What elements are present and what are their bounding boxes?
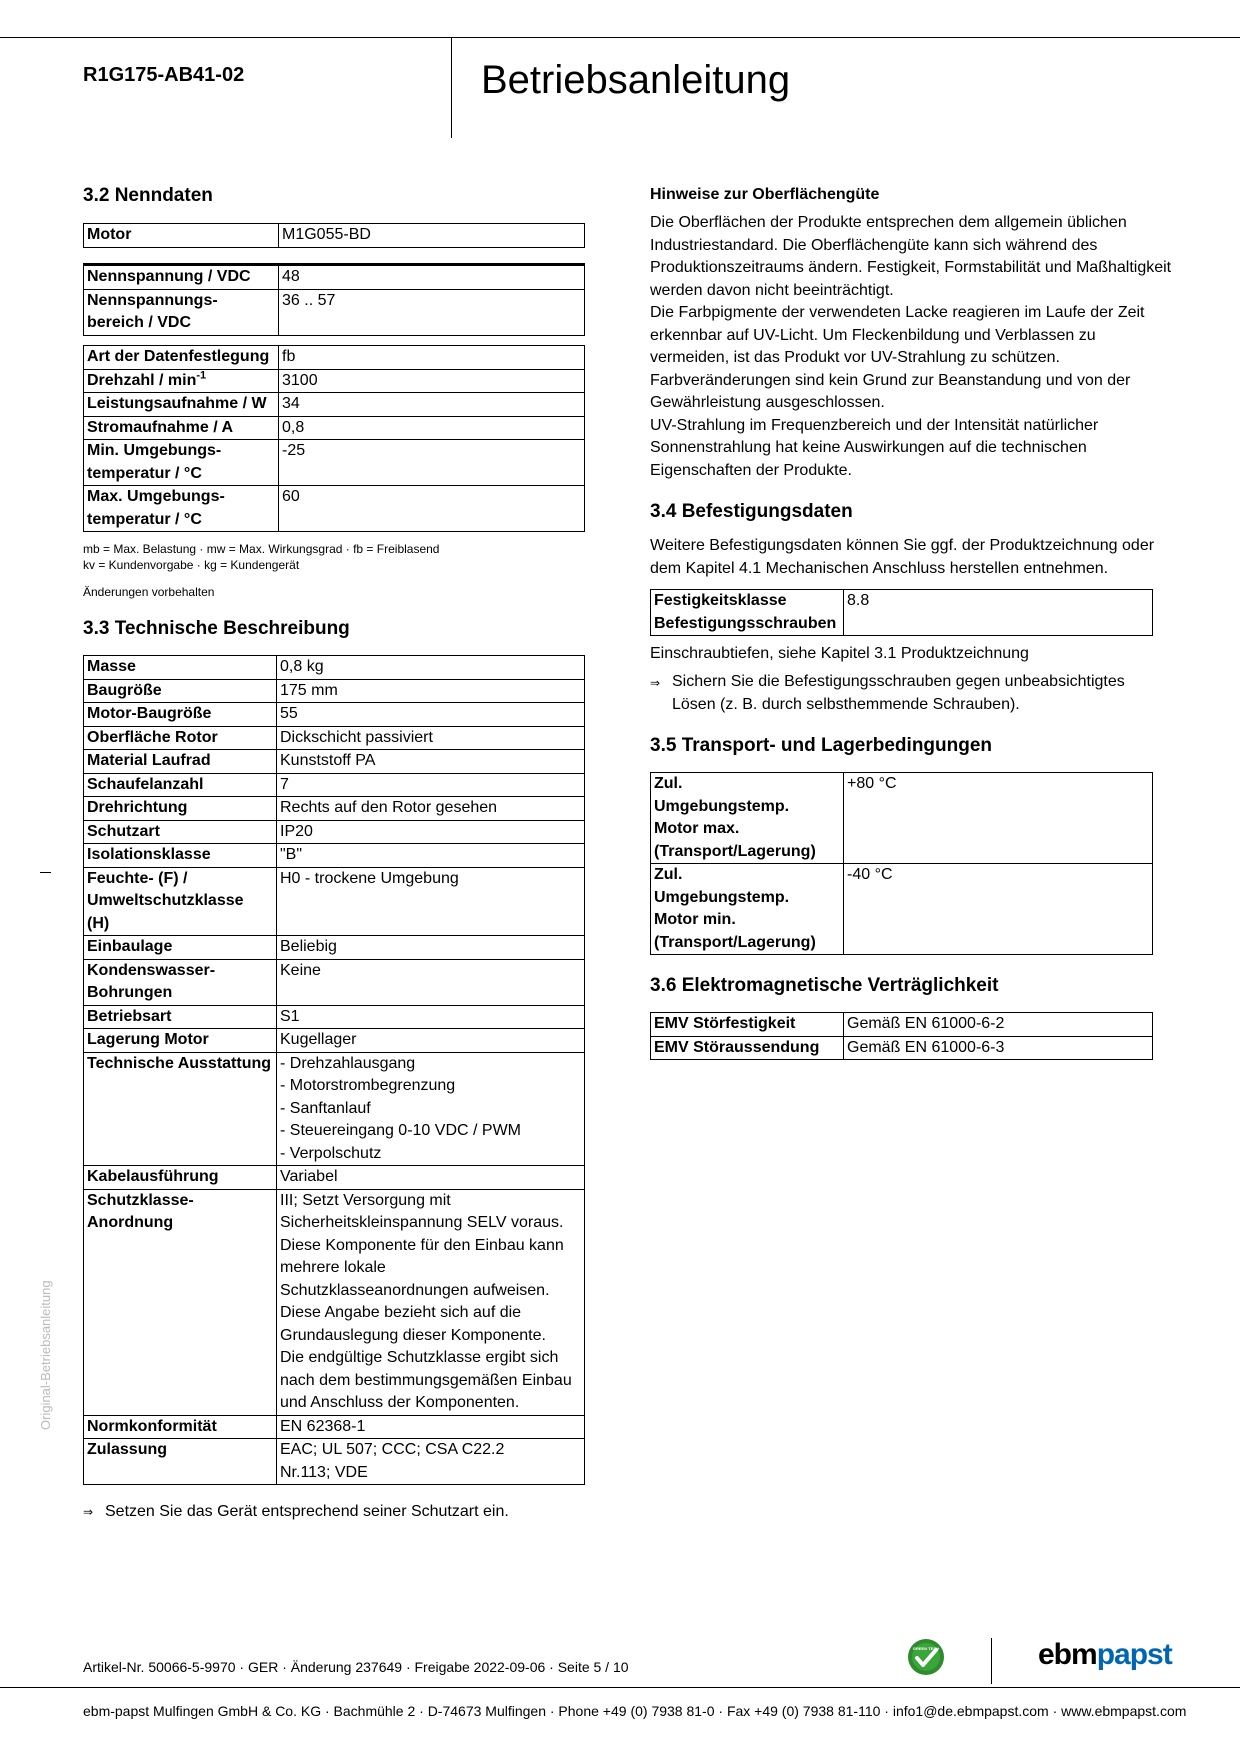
emv-table — [650, 1012, 1153, 1060]
green-tech-badge — [907, 1638, 945, 1676]
table-value: - Drehzahlausgang - Motorstrombegrenzung - Sanftanlauf - Steuereingang 0-10 VDC / PWM - Verpolschutz — [277, 1052, 585, 1166]
table-key: Kondenswasser- Bohrungen — [84, 959, 277, 1005]
section-heading-nenndaten: 3.2 Nenndaten — [83, 185, 213, 206]
side-label: Original-Betriebsanleitung — [38, 1280, 53, 1430]
green-tech-label: GREEN TECH — [912, 1646, 940, 1651]
article-info: Artikel-Nr. 50066-5-9970 · GER · Änderung 237649 · Freigabe 2022-09-06 · Seite 5 / 10 — [83, 1659, 629, 1675]
fold-mark — [40, 872, 51, 873]
table-key: Baugröße — [84, 679, 277, 703]
table-key: Stromaufnahme / A — [84, 416, 279, 440]
table-key: EMV Störfestigkeit — [651, 1013, 844, 1037]
table-row — [84, 393, 585, 417]
table-value: 8.8 — [844, 590, 1153, 636]
table-key: Zul. Umgebungstemp. Motor max. (Transport/Lagerung) — [651, 773, 844, 864]
table-value: Kunststoff PA — [277, 750, 585, 774]
table-row — [84, 346, 585, 370]
motor-table — [83, 223, 585, 248]
table-value: 7 — [277, 773, 585, 797]
technical-table — [83, 655, 585, 1485]
table-row — [84, 1029, 585, 1053]
table-value: 0,8 kg — [277, 656, 585, 680]
table-key: Schutzart — [84, 820, 277, 844]
table-row — [84, 1052, 585, 1166]
table-row — [84, 656, 585, 680]
table-row — [84, 1189, 585, 1415]
table-key: Material Laufrad — [84, 750, 277, 774]
table-key: Feuchte- (F) / Umweltschutzklasse (H) — [84, 867, 277, 936]
table-value: 175 mm — [277, 679, 585, 703]
logo-part-papst: papst — [1096, 1638, 1172, 1671]
table-row — [84, 867, 585, 936]
table-row — [84, 486, 585, 532]
table-value: Dickschicht passiviert — [277, 726, 585, 750]
table-value: "B" — [277, 844, 585, 868]
table-value: 0,8 — [279, 416, 585, 440]
table-value: S1 — [277, 1005, 585, 1029]
table-value: IP20 — [277, 820, 585, 844]
legend-line-1: mb = Max. Belastung · mw = Max. Wirkungsgrad · fb = Freiblasend — [83, 542, 440, 556]
table-value: H0 - trockene Umgebung — [277, 867, 585, 936]
table-key: Art der Datenfestlegung — [84, 346, 279, 370]
document-title: Betriebsanleitung — [481, 58, 791, 102]
table-value: Rechts auf den Rotor gesehen — [277, 797, 585, 821]
legend-line-2: kv = Kundenvorgabe · kg = Kundengerät — [83, 558, 300, 572]
table-key: Einbaulage — [84, 936, 277, 960]
table-row — [84, 703, 585, 727]
table-row — [651, 773, 1153, 864]
table-row — [84, 750, 585, 774]
table-row — [84, 1415, 585, 1439]
table-value: -40 °C — [844, 864, 1153, 955]
screw-depth-note: Einschraubtiefen, siehe Kapitel 3.1 Produktzeichnung — [650, 645, 1029, 662]
table-value: Beliebig — [277, 936, 585, 960]
table-value: 3100 — [279, 369, 585, 393]
arrow-icon: ⇒ — [83, 1505, 94, 1519]
table-key: Isolationsklasse — [84, 844, 277, 868]
table-key: Schaufelanzahl — [84, 773, 277, 797]
model-number: R1G175-AB41-02 — [83, 64, 245, 86]
instruction-screws — [650, 671, 1125, 716]
table-key: Lagerung Motor — [84, 1029, 277, 1053]
voltage-table — [83, 263, 585, 336]
table-row — [84, 679, 585, 703]
table-row — [84, 369, 585, 393]
table-value: 34 — [279, 393, 585, 417]
table-value: Kugellager — [277, 1029, 585, 1053]
table-row — [84, 440, 585, 486]
table-value: EAC; UL 507; CCC; CSA C22.2 Nr.113; VDE — [277, 1439, 585, 1485]
table-value: fb — [279, 346, 585, 370]
table-value: Gemäß EN 61000-6-2 — [844, 1013, 1153, 1037]
header-top-rule — [0, 37, 1240, 38]
table-key: Nennspannung / VDC — [84, 265, 279, 290]
logo-part-ebm: ebm — [1038, 1638, 1097, 1671]
table-key: Normkonformität — [84, 1415, 277, 1439]
rated-data-table — [83, 345, 585, 532]
table-key: Drehrichtung — [84, 797, 277, 821]
table-key: Festigkeitsklasse Befestigungsschrauben — [651, 590, 844, 636]
table-value: III; Setzt Versorgung mit Sicherheitskleinspannung SELV voraus. Diese Komponente für den Einbau kann mehrere lokale Schutzklasseanordnungen aufweisen. Diese Angabe bezieht sich auf die Grundauslegung dieser Komponente. Die endgültige Schutzklasse ergibt sich nach dem bestimmungsgemäßen Einbau und Anschluss der Komponenten. — [277, 1189, 585, 1415]
table-key — [84, 369, 279, 393]
table-value: Keine — [277, 959, 585, 1005]
table-value: -25 — [279, 440, 585, 486]
table-row — [84, 844, 585, 868]
table-value: Variabel — [277, 1166, 585, 1190]
table-row — [84, 265, 585, 290]
table-value: +80 °C — [844, 773, 1153, 864]
instruction-protection — [83, 1501, 509, 1524]
table-key: Schutzklasse- Anordnung — [84, 1189, 277, 1415]
table-key: Min. Umgebungs- temperatur / °C — [84, 440, 279, 486]
table-row — [84, 773, 585, 797]
table-row — [84, 224, 585, 248]
fastening-text: Weitere Befestigungsdaten können Sie ggf. der Produktzeichnung oder dem Kapitel 4.1 Mechanischen Anschluss herstellen entnehmen. — [650, 537, 1155, 577]
surface-text: Die Oberflächen der Produkte entsprechen dem allgemein üblichen Industriestandard. Die Oberflächengüte kann sich während des Produktionszeitraums ändern. Festigkeit, Formstabilität und Maßhaltigkeit werden davon nicht beeinträchtigt. Die Farbpigmente der verwendeten Lacke reagieren im Laufe der Zeit erkennbar auf UV-Licht. Um Fleckenbildung und Verblassen zu vermeiden, ist das Produkt vor UV-Strahlung zu schützen. Farbveränderungen sind kein Grund zur Beanstandung und von der Gewährleistung ausgeschlossen. UV-Strahlung im Frequenzbereich und der Intensität natürlicher Sonnenstrahlung hat keine Auswirkungen auf die technischen Eigenschaften der Produkte. — [650, 214, 1172, 479]
table-key: Masse — [84, 656, 277, 680]
speed-exponent: -1 — [196, 369, 207, 382]
table-row — [651, 1036, 1153, 1060]
section-heading-befestigung: 3.4 Befestigungsdaten — [650, 501, 853, 522]
table-row — [651, 590, 1153, 636]
surface-heading: Hinweise zur Oberflächengüte — [650, 186, 880, 203]
fastening-table — [650, 589, 1153, 636]
table-key: Oberfläche Rotor — [84, 726, 277, 750]
table-key: Motor-Baugröße — [84, 703, 277, 727]
table-row — [84, 289, 585, 335]
table-key: Max. Umgebungs- temperatur / °C — [84, 486, 279, 532]
table-key: Motor — [84, 224, 279, 248]
company-address: ebm-papst Mulfingen GmbH & Co. KG · Bachmühle 2 · D-74673 Mulfingen · Phone +49 (0) 7938 81-0 · Fax +49 (0) 7938 81-110 · info1@de.ebmpapst.com · www.ebmpapst.com — [83, 1703, 1187, 1719]
table-key: Zul. Umgebungstemp. Motor min. (Transport/Lagerung) — [651, 864, 844, 955]
section-heading-emv: 3.6 Elektromagnetische Verträglichkeit — [650, 975, 999, 996]
table-row — [651, 1013, 1153, 1037]
transport-table — [650, 772, 1153, 955]
table-row — [84, 820, 585, 844]
speed-label: Drehzahl / min — [87, 371, 197, 389]
section-heading-technik: 3.3 Technische Beschreibung — [83, 618, 350, 639]
changes-note: Änderungen vorbehalten — [83, 585, 215, 599]
section-heading-transport: 3.5 Transport- und Lagerbedingungen — [650, 735, 993, 756]
table-value: 60 — [279, 486, 585, 532]
table-key: EMV Störaussendung — [651, 1036, 844, 1060]
footer-rule — [0, 1687, 1240, 1688]
table-row — [84, 959, 585, 1005]
table-row — [84, 1166, 585, 1190]
table-key: Zulassung — [84, 1439, 277, 1485]
table-key: Kabelausführung — [84, 1166, 277, 1190]
instruction-text: Setzen Sie das Gerät entsprechend seiner Schutzart ein. — [105, 1503, 509, 1520]
arrow-icon: ⇒ — [650, 676, 661, 690]
table-row — [84, 726, 585, 750]
table-key: Betriebsart — [84, 1005, 277, 1029]
table-value: 36 .. 57 — [279, 289, 585, 335]
table-value: EN 62368-1 — [277, 1415, 585, 1439]
header-divider — [451, 38, 452, 138]
table-row — [84, 936, 585, 960]
table-key: Leistungsaufnahme / W — [84, 393, 279, 417]
table-row — [84, 1439, 585, 1485]
company-logo — [1038, 1638, 1172, 1672]
table-key: Nennspannungs- bereich / VDC — [84, 289, 279, 335]
table-row — [84, 416, 585, 440]
table-value: Gemäß EN 61000-6-3 — [844, 1036, 1153, 1060]
table-value: 55 — [277, 703, 585, 727]
instruction-text: Sichern Sie die Befestigungsschrauben gegen unbeabsichtigtes Lösen (z. B. durch selbsthemmende Schrauben). — [672, 673, 1125, 713]
footer-logo-divider — [991, 1638, 992, 1684]
table-row — [84, 1005, 585, 1029]
table-row — [651, 864, 1153, 955]
table-key: Technische Ausstattung — [84, 1052, 277, 1166]
green-tech-check-icon — [907, 1638, 945, 1676]
table-value: 48 — [279, 265, 585, 290]
table-value: M1G055-BD — [279, 224, 585, 248]
table-row — [84, 797, 585, 821]
